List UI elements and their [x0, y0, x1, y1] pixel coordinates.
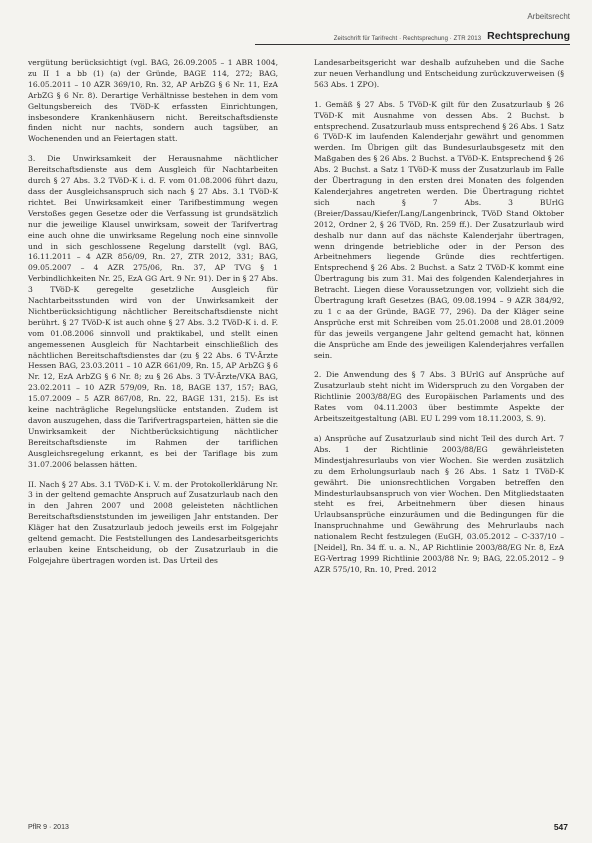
section-tag: Arbeitsrecht: [527, 12, 570, 21]
rubric-title: Rechtsprechung: [487, 30, 570, 42]
journal-title: Zeitschrift für Tarifrecht · Rechtsprechung · ZTR 2013: [333, 36, 482, 42]
paragraph: 2. Die Anwendung des § 7 Abs. 3 BUrlG auf Ansprüche auf Zusatzurlaub steht nicht im Widerspruch zu den Vorgaben der Richtlinie 2003/88/EG des Europäischen Parlaments und des Rates vom 04.11.2003 über bestimmte Aspekte der Arbeitszeitgestaltung (ABl. EU L 299 vom 18.11.2003, S. 9).: [314, 370, 564, 424]
page-number: 547: [553, 822, 568, 832]
header-section: [527, 12, 570, 21]
paragraph: a) Ansprüche auf Zusatzurlaub sind nicht Teil des durch Art. 7 Abs. 1 der Richtlinie 2003/88/EG gewährleisteten Mindestjahresurlaubs von vier Wochen. Sie werden zusätzlich zu dem Erholungsurlaub nach § 26 Abs. 1 Satz 1 TVöD-K gewährt. Die unionsrechtlichen Vorgaben betreffen den Mindesturlaubsanspruch von vier Wochen. Den Mitgliedstaaten steht es frei, Arbeitnehmern über diesen hinaus Urlaubsansprüche einzuräumen und die Bedingungen für die Inanspruchnahme und Gewährung des Mehrurlaubs nach nationalem Recht festzulegen (EuGH, 03.05.2012 – C-337/10 – [Neidel], Rn. 34 ff. u. a. N., AP Richtlinie 2003/88/EG Nr. 8, EzA EG-Vertrag 1999 Richtlinie 2003/88 Nr. 9; BAG, 22.05.2012 – 9 AZR 575/10, Rn. 10, Pred. 2012: [314, 434, 564, 574]
footer-issue: PflR 9 · 2013: [28, 824, 69, 831]
left-column: [28, 58, 278, 576]
paragraph: 3. Die Unwirksamkeit der Herausnahme nächtlicher Bereitschaftsdienste aus dem Ausgleich für Nachtarbeiten durch § 27 Abs. 3.2 TVöD-K i. d. F. vom 01.08.2006 führt dazu, dass der Ausgleichsanspruch sich nach § 27 Abs. 3.1 TVöD-K richtet. Bei Unwirksamkeit einer Tarifbestimmung wegen Verstoßes gegen Gesetze oder die Verfassung ist grundsätzlich nur die jeweilige Klausel unwirksam, soweit der Tarifvertrag eine auch ohne die unwirksame Regelung noch eine sinnvolle und in sich geschlossene Regelung darstellt (vgl. BAG, 16.11.2011 – 4 AZR 856/09, Rn. 27, ZTR 2012, 331; BAG, 09.05.2007 – 4 AZR 275/06, Rn. 37, AP TVG § 1 Verbindlichkeiten Nr. 25, EzA GG Art. 9 Nr. 91). Der in § 27 Abs. 3 TVöD-K geregelte gesetzliche Ausgleich für Nachtarbeitsstunden wird von der Unwirksamkeit der Nichtberücksichtigung nächtlicher Bereitschaftsdienste nicht berührt. § 27 TVöD-K ist auch ohne § 27 Abs. 3.2 TVöD-K i. d. F. vom 01.08.2006 sinnvoll und praktikabel, und stellt einen angemessenen Ausgleich für Nachtarbeit einschließlich des nächtlichen Bereitschaftsdienstes dar (zu § 22 Abs. 6 TV-Ärzte Hessen BAG, 23.03.2011 – 10 AZR 661/09, Rn. 15, AP ArbZG § 6 Nr. 12, EzA ArbZG § 6 Nr. 8; zu § 26 Abs. 3 TV-Ärzte/VKA BAG, 23.02.2011 – 10 AZR 579/09, Rn. 18, BAGE 137, 157; BAG, 15.07.2009 – 5 AZR 867/08, Rn. 22, BAGE 131, 215). Es ist keine nachträgliche Regelungslücke entstanden. Zudem ist davon auszugehen, dass die Tarifvertragsparteien, hätten sie die Unwirksamkeit der Nichtberücksichtigung nächtlicher Bereitschaftsdienste im Rahmen der tariflichen Ausgleichsregelung erkannt, es bei der Tariflage bis zum 31.07.2006 belassen hätten.: [28, 154, 278, 469]
running-header: [255, 30, 570, 45]
right-column: [314, 58, 564, 585]
paragraph: vergütung berücksichtigt (vgl. BAG, 26.09.2005 – 1 ABR 1004, zu II 1 a bb (1) (a) der Gründe, BAGE 114, 272; BAG, 16.05.2011 – 10 AZR 369/10, Rn. 32, AP ArbZG § 6 Nr. 11, EzA ArbZG § 6 Nr. 8). Derartige Verhältnisse bestehen in dem vom Geltungsbereich des TVöD-K erfassten Einrichtungen, insbesondere Krankenhäusern nicht. Bereitschaftsdienste finden nicht nur nachts, sondern auch tagsüber, an Wochenenden und an Feiertagen statt.: [28, 58, 278, 144]
paragraph: II. Nach § 27 Abs. 3.1 TVöD-K i. V. m. der Protokollerklärung Nr. 3 in der geltend gemachte Anspruch auf Zusatzurlaub nach den in den Jahren 2007 und 2008 geleisteten nächtlichen Bereitschaftsdienststunden im jeweiligen Jahr entstanden. Der Kläger hat den Zusatzurlaub jedoch jeweils erst im Folgejahr geltend gemacht. Die Feststellungen des Landesarbeitsgerichts erlauben keine Entscheidung, ob der Zusatzurlaub in die Folgejahre übertragen worden ist. Das Urteil des: [28, 479, 278, 565]
paragraph: 1. Gemäß § 27 Abs. 5 TVöD-K gilt für den Zusatzurlaub § 26 TVöD-K mit Ausnahme von dessen Abs. 2 Buchst. b entsprechend. Zusatzurlaub muss entsprechend § 26 Abs. 1 Satz 6 TVöD-K im laufenden Kalenderjahr gewährt und genommen werden. Im Übrigen gilt das Bundesurlaubsgesetz mit den Maßgaben des § 26 Abs. 2 Buchst. a TVöD-K. Entsprechend § 26 Abs. 2 Buchst. a Satz 1 TVöD-K muss der Zusatzurlaub im Falle der Übertragung in den ersten drei Monaten des folgenden Kalenderjahres angetreten werden. Die Übertragung richtet sich nach § 7 Abs. 3 BUrlG (Breier/Dassau/Kiefer/Lang/Langenbrinck, TVöD Stand Oktober 2012, Ordner 2, § 26 TVöD, Rn. 259 ff.). Der Zusatzurlaub wird deshalb nur dann auf das nächste Kalenderjahr übertragen, wenn dringende betriebliche oder in der Person des Arbeitnehmers liegende Gründe dies rechtfertigen. Entsprechend § 26 Abs. 2 Buchst. a Satz 2 TVöD-K kommt eine Übertragung bis zum 31. Mai des folgenden Kalenderjahres in Betracht. Liegen diese Voraussetzungen vor, vollzieht sich die Übertragung kraft Gesetzes (BAG, 09.08.1994 – 9 AZR 384/92, zu 1 c aa der Gründe, BAGE 77, 296). Da der Kläger seine Ansprüche erst mit Schreiben vom 25.01.2008 und 28.01.2009 für das jeweils vergangene Jahr geltend gemacht hat, können die Ansprüche am Ende des jeweiligen Kalenderjahres verfallen sein.: [314, 99, 564, 360]
paragraph: Landesarbeitsgericht war deshalb aufzuheben und die Sache zur neuen Verhandlung und Entscheidung zurückzuverweisen (§ 563 Abs. 1 ZPO).: [314, 58, 564, 89]
